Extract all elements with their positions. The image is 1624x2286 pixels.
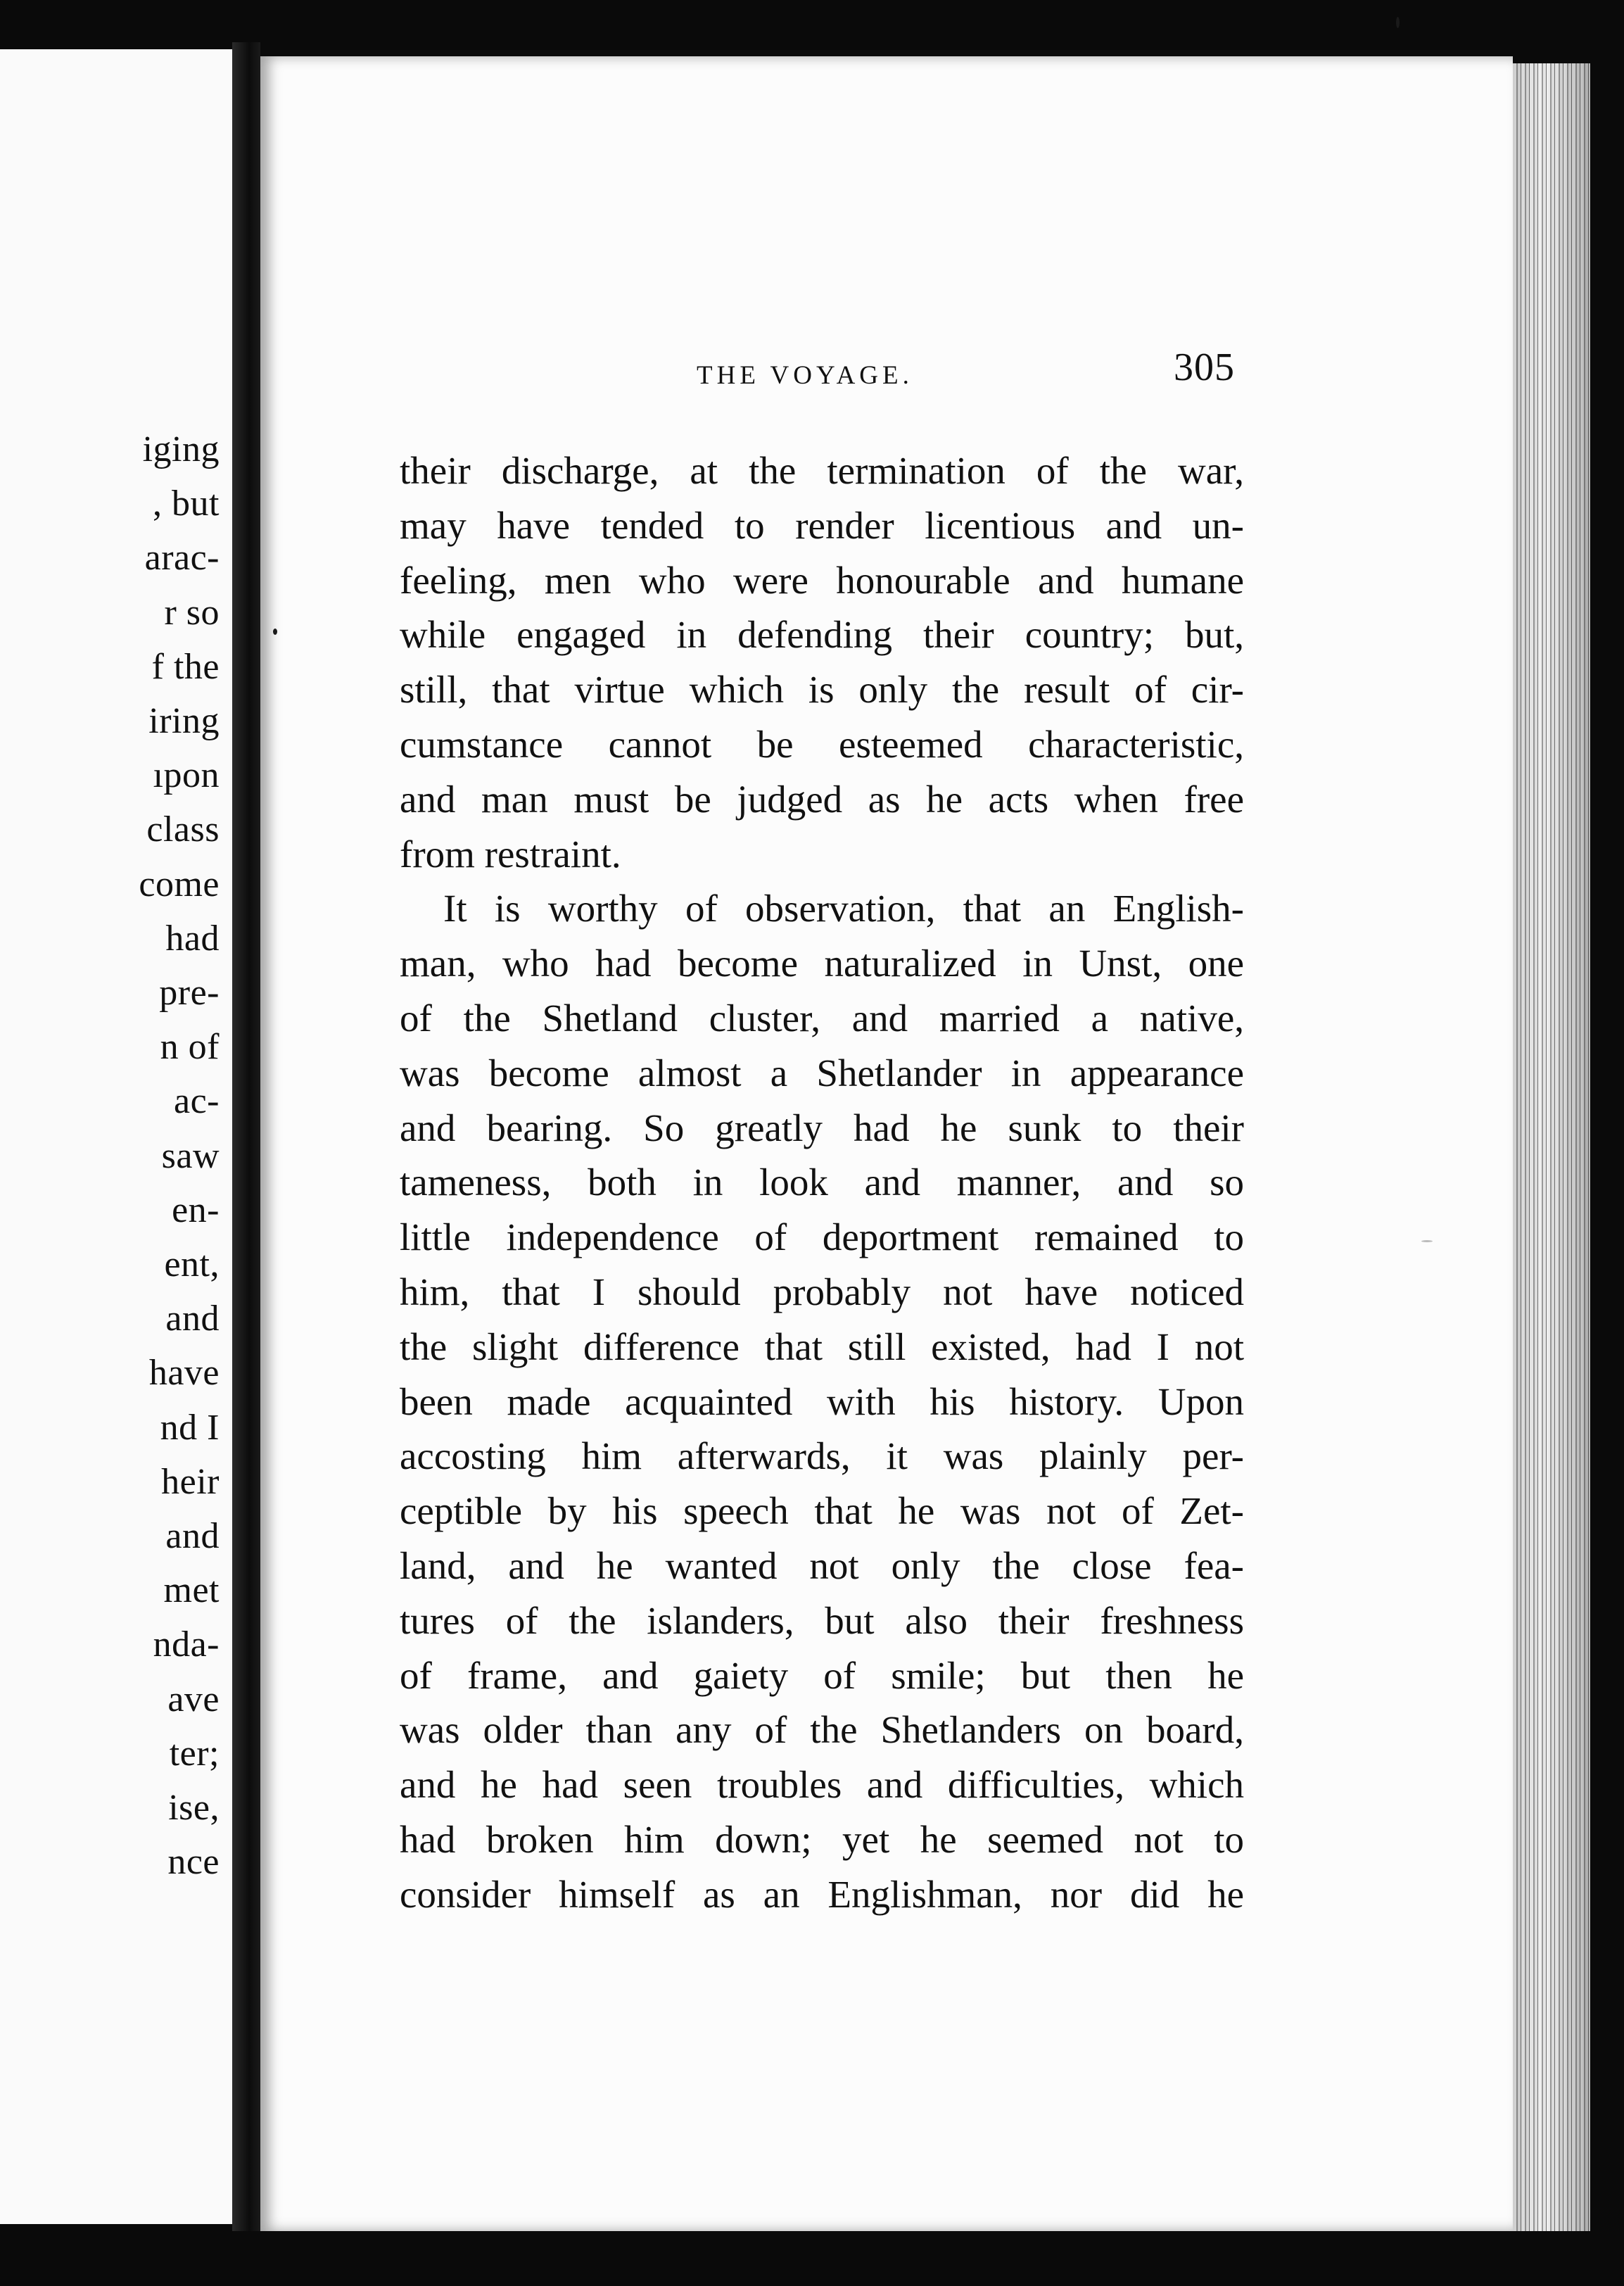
text-line: been made acquainted with his history. Upon bbox=[400, 1379, 1244, 1423]
left-page-line: arac- bbox=[144, 538, 220, 579]
text-line: It is worthy of observation, that an English- bbox=[443, 887, 1244, 930]
left-page-line: ter; bbox=[169, 1733, 220, 1774]
running-head: THE VOYAGE. bbox=[697, 361, 913, 390]
text-line: while engaged in defending their country; but, bbox=[400, 613, 1244, 657]
text-line: and bearing. So greatly had he sunk to their bbox=[400, 1106, 1244, 1149]
left-page-line: heir bbox=[161, 1461, 220, 1502]
left-page-line: have bbox=[148, 1353, 220, 1394]
text-line: tameness, both in look and manner, and so bbox=[400, 1161, 1244, 1204]
text-line: feeling, men who were honourable and humane bbox=[400, 558, 1244, 602]
book-gutter bbox=[232, 42, 260, 2231]
left-page-line: , but bbox=[153, 484, 220, 524]
text-line: and he had seen troubles and difficulties, which bbox=[400, 1763, 1244, 1807]
left-page-line: n of bbox=[160, 1027, 220, 1068]
left-page-line: ac- bbox=[174, 1081, 220, 1122]
text-line: cumstance cannot be esteemed characteristic, bbox=[400, 722, 1244, 766]
text-line: him, that I should probably not have noticed bbox=[400, 1270, 1244, 1313]
text-line: accosting him afterwards, it was plainly per- bbox=[400, 1434, 1244, 1478]
text-line: tures of the islanders, but also their freshness bbox=[400, 1598, 1244, 1642]
text-line: of frame, and gaiety of smile; but then he bbox=[400, 1653, 1244, 1697]
left-page-line: nce bbox=[167, 1842, 220, 1883]
text-line: ceptible by his speech that he was not of Zet- bbox=[400, 1489, 1244, 1533]
text-line: was older than any of the Shetlanders on board, bbox=[400, 1708, 1244, 1752]
text-line: of the Shetland cluster, and married a native, bbox=[400, 996, 1244, 1040]
left-page-line: f the bbox=[151, 646, 220, 687]
page-number: 305 bbox=[1174, 346, 1235, 389]
text-line: land, and he wanted not only the close fea- bbox=[400, 1543, 1244, 1587]
left-page-line: ıpon bbox=[153, 755, 220, 796]
left-page-line: had bbox=[165, 918, 220, 959]
left-page bbox=[0, 49, 232, 2224]
left-page-line: r so bbox=[164, 592, 220, 633]
text-line: the slight difference that still existed, had I not bbox=[400, 1325, 1244, 1368]
paragraph bbox=[400, 881, 1244, 1921]
text-line: from restraint. bbox=[400, 832, 621, 876]
left-page-line: and bbox=[165, 1299, 220, 1339]
paragraph bbox=[400, 443, 1244, 881]
left-page-line: met bbox=[163, 1570, 220, 1611]
left-page-line: come bbox=[139, 864, 220, 904]
page-edges-shadow bbox=[1513, 63, 1590, 2231]
text-line: their discharge, at the termination of the war, bbox=[400, 449, 1244, 492]
left-page-line: saw bbox=[161, 1135, 220, 1176]
scan-speck bbox=[1421, 1240, 1433, 1242]
text-line: may have tended to render licentious and un- bbox=[400, 503, 1244, 547]
text-line: was become almost a Shetlander in appearance bbox=[400, 1051, 1244, 1094]
left-page-line: pre- bbox=[159, 973, 220, 1013]
left-page-line: nd I bbox=[160, 1407, 220, 1448]
left-page-line: en- bbox=[172, 1189, 220, 1230]
body-text bbox=[400, 443, 1244, 1922]
left-page-line: nda- bbox=[153, 1624, 220, 1665]
left-page-line: ent, bbox=[164, 1244, 220, 1285]
text-line: still, that virtue which is only the result of cir- bbox=[400, 668, 1244, 712]
left-page-line: ise, bbox=[168, 1788, 220, 1829]
left-page-line: and bbox=[165, 1516, 220, 1557]
text-line: man, who had become naturalized in Unst, one bbox=[400, 942, 1244, 985]
text-line: little independence of deportment remained to bbox=[400, 1215, 1244, 1259]
left-page-line: ave bbox=[167, 1679, 220, 1719]
scan-speck bbox=[1396, 17, 1400, 28]
text-line: and man must be judged as he acts when free bbox=[400, 777, 1244, 821]
text-line: consider himself as an Englishman, nor did he bbox=[400, 1872, 1244, 1916]
left-page-text bbox=[139, 422, 220, 1889]
left-page-line: class bbox=[146, 809, 220, 850]
left-page-line: iring bbox=[148, 701, 220, 742]
page-header bbox=[401, 345, 1238, 401]
text-line: had broken him down; yet he seemed not to bbox=[400, 1817, 1244, 1861]
left-page-line: iging bbox=[142, 429, 220, 469]
scan-speck bbox=[273, 629, 277, 635]
